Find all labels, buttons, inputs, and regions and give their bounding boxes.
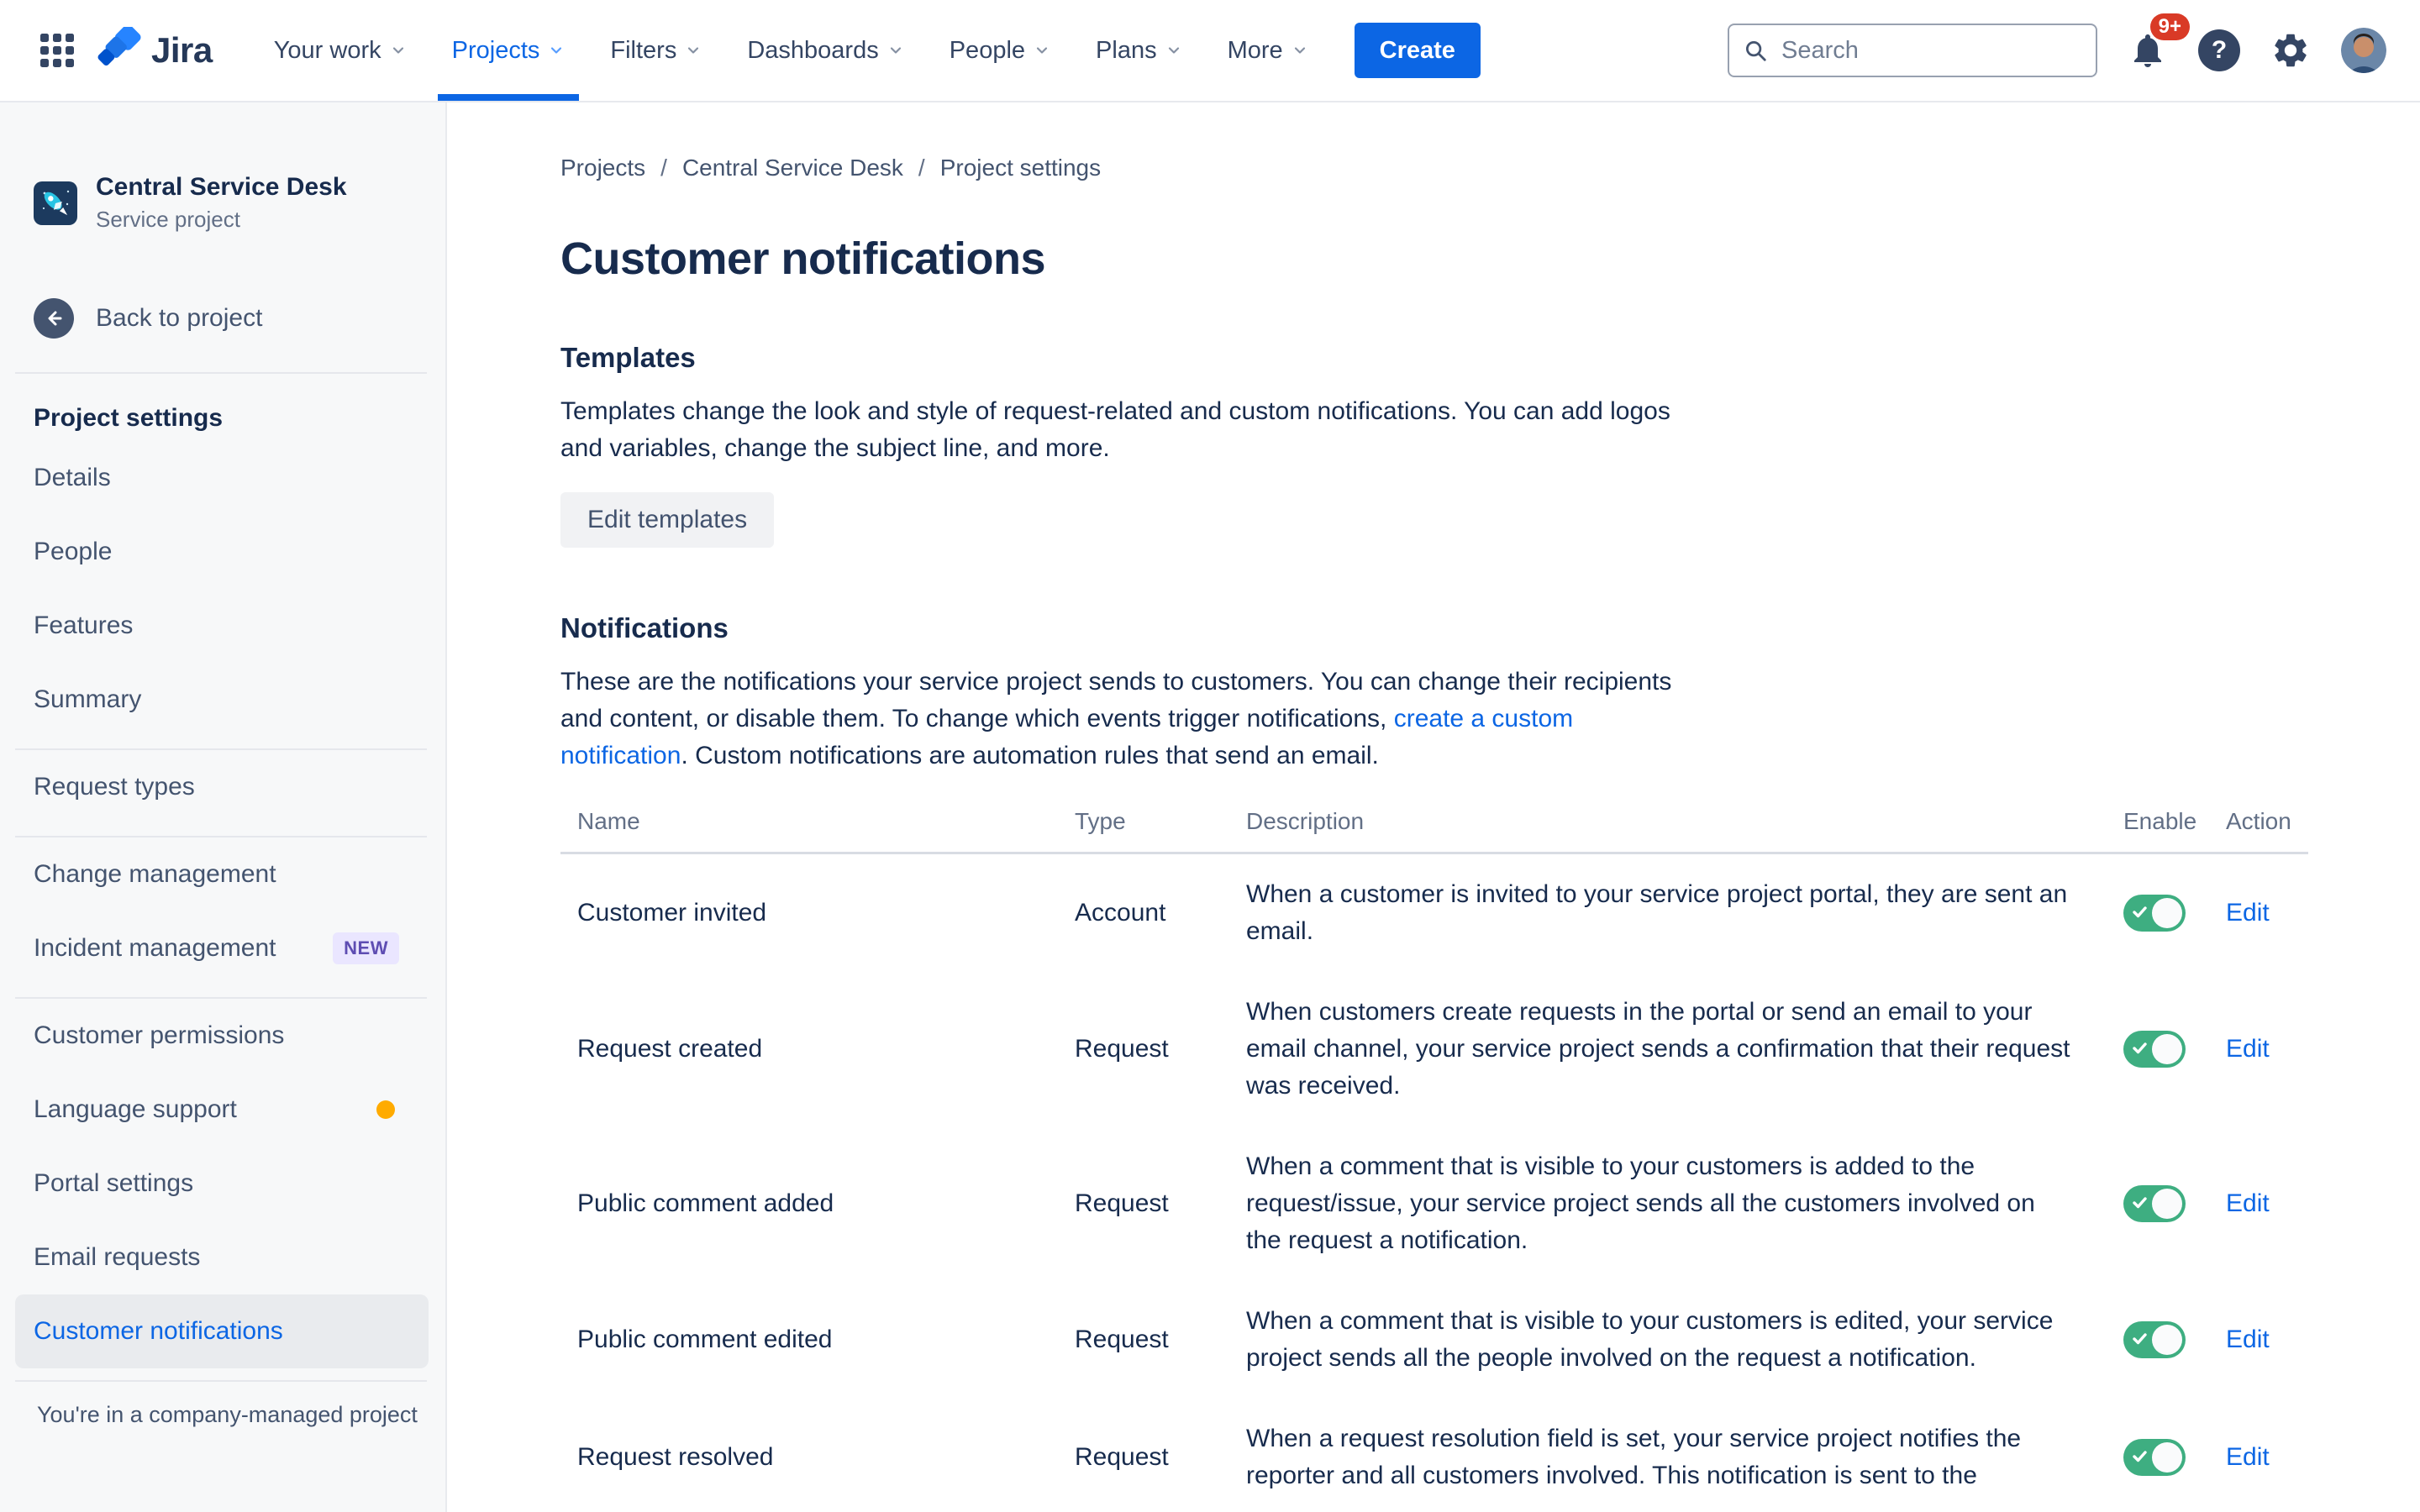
edit-link[interactable]: Edit: [2226, 1443, 2270, 1471]
notification-description: When a request resolution field is set, your service project notifies the reporter and all customers involved. This notification is sent to the: [1246, 1425, 2022, 1489]
table-row: [560, 1281, 2308, 1399]
jira-mark-icon: [96, 27, 143, 74]
nav-filters[interactable]: Filters: [587, 0, 724, 101]
nav-people[interactable]: People: [927, 0, 1073, 101]
arrow-left-icon: [34, 298, 74, 339]
column-header-enable: Enable: [2123, 808, 2197, 834]
gear-icon: [2270, 30, 2311, 71]
project-rocket-icon: [34, 181, 77, 225]
sidebar-item-language-support[interactable]: Language support: [0, 1073, 445, 1147]
column-header-name: Name: [577, 808, 640, 834]
sidebar-item-portal-settings[interactable]: Portal settings: [34, 1169, 194, 1197]
project-settings-sidebar: [0, 102, 447, 1512]
notification-count-badge: 9+: [2150, 13, 2190, 40]
toggle-knob: [2152, 1189, 2182, 1219]
main-content: [449, 102, 2420, 1512]
sidebar-group-management: [0, 837, 445, 985]
user-avatar[interactable]: [2341, 28, 2386, 73]
sidebar-item-customer-permissions[interactable]: Customer permissions: [34, 1021, 285, 1049]
project-name: Central Service Desk: [96, 173, 347, 201]
chevron-down-icon: [1034, 42, 1050, 59]
sidebar-item-details[interactable]: Details: [34, 464, 111, 491]
question-mark-icon: ?: [2198, 29, 2240, 71]
toggle-knob: [2152, 1034, 2182, 1064]
edit-link[interactable]: Edit: [2226, 899, 2270, 927]
chevron-down-icon: [390, 42, 407, 59]
sidebar-item-email-requests[interactable]: Email requests: [34, 1243, 201, 1271]
sidebar-section-title: Project settings: [34, 404, 224, 432]
back-to-project-label: Back to project: [96, 304, 263, 332]
nav-projects[interactable]: Projects: [429, 0, 588, 101]
divider: [15, 372, 427, 374]
back-to-project[interactable]: [34, 298, 445, 339]
enable-toggle[interactable]: [2123, 1439, 2186, 1476]
breadcrumb-separator: /: [660, 155, 667, 181]
edit-link[interactable]: Edit: [2226, 1326, 2270, 1353]
create-custom-notification-link[interactable]: create a custom notification: [560, 705, 1574, 769]
page-title: Customer notifications: [560, 234, 1046, 284]
templates-heading: Templates: [560, 342, 696, 373]
jira-logo[interactable]: [96, 27, 213, 74]
search-box: [1728, 24, 2097, 77]
sidebar-item-features[interactable]: Features: [34, 612, 134, 639]
table-header: [560, 808, 2308, 854]
chevron-down-icon: [1292, 42, 1308, 59]
project-header: [34, 173, 445, 233]
grid-icon: [39, 32, 76, 69]
notification-name: Request resolved: [577, 1443, 774, 1471]
toggle-knob: [2152, 898, 2182, 928]
sidebar-group-general: [0, 441, 445, 737]
enable-toggle[interactable]: [2123, 1321, 2186, 1358]
jira-wordmark: Jira: [151, 30, 213, 70]
top-navbar: [0, 0, 2420, 102]
breadcrumb-projects[interactable]: Projects: [560, 155, 646, 181]
notification-description: When a comment that is visible to your customers is added to the request/issue, your service project sends all the customers involved on the request a notification.: [1246, 1152, 2035, 1254]
app-switcher-icon[interactable]: [34, 27, 81, 74]
sidebar-item-summary[interactable]: Summary: [34, 685, 142, 713]
edit-link[interactable]: Edit: [2226, 1189, 2270, 1217]
notification-name: Public comment added: [577, 1189, 834, 1217]
divider: [15, 1380, 427, 1382]
status-dot: [376, 1100, 395, 1119]
project-type: Service project: [96, 207, 240, 232]
notification-type: Request: [1075, 1443, 1169, 1471]
nav-more[interactable]: More: [1205, 0, 1331, 101]
notification-description: When a customer is invited to your service project portal, they are sent an email.: [1246, 880, 2068, 945]
notification-type: Request: [1075, 1189, 1169, 1217]
enable-toggle[interactable]: [2123, 1185, 2186, 1222]
breadcrumb-project[interactable]: Central Service Desk: [681, 155, 903, 181]
notifications-description: These are the notifications your service project sends to customers. You can change their recipients and content, or disable them. To change which events trigger notifications, create a custom notification. Custom notifications are automation rules that send an email.: [560, 668, 1672, 769]
new-badge: NEW: [333, 932, 399, 964]
notifications-table: [560, 808, 2308, 1512]
table-row: [560, 854, 2308, 972]
sidebar-item-incident-management[interactable]: Incident management NEW: [0, 911, 445, 985]
breadcrumb-separator: /: [918, 155, 925, 181]
edit-link[interactable]: Edit: [2226, 1035, 2270, 1063]
enable-toggle[interactable]: [2123, 1031, 2186, 1068]
navbar-right-cluster: [1728, 15, 2386, 77]
column-header-description: Description: [1246, 808, 1365, 834]
toggle-knob: [2152, 1442, 2182, 1473]
sidebar-group-customer: [0, 999, 445, 1368]
enable-toggle[interactable]: [2123, 895, 2186, 932]
breadcrumb-project-settings[interactable]: Project settings: [939, 155, 1102, 181]
avatar-photo: [2341, 28, 2386, 73]
table-row: [560, 972, 2308, 1126]
chevron-down-icon: [1165, 42, 1182, 59]
search-input[interactable]: [1728, 24, 2097, 77]
notification-type: Account: [1075, 899, 1166, 927]
sidebar-item-request-types[interactable]: Request types: [34, 773, 195, 801]
table-row: [560, 1126, 2308, 1281]
create-button[interactable]: Create: [1355, 23, 1481, 78]
sidebar-item-customer-notifications[interactable]: Customer notifications: [15, 1294, 429, 1368]
chevron-down-icon: [887, 42, 904, 59]
column-header-type: Type: [1075, 808, 1126, 834]
sidebar-group-requests: [0, 750, 445, 824]
notification-type: Request: [1075, 1326, 1169, 1353]
notification-name: Request created: [577, 1035, 763, 1063]
edit-templates-button[interactable]: Edit templates: [560, 492, 774, 548]
notification-name: Public comment edited: [577, 1326, 833, 1353]
sidebar-item-change-management[interactable]: Change management: [34, 860, 276, 888]
breadcrumb: [560, 155, 2307, 181]
templates-description: Templates change the look and style of request-related and custom notifications. You can add logos and variables, change the subject line, and more.: [560, 397, 1670, 462]
notification-description: When a comment that is visible to your customers is edited, your service project sends all the people involved on the request a notification.: [1246, 1307, 2054, 1372]
sidebar-item-people[interactable]: People: [34, 538, 113, 565]
nav-plans[interactable]: Plans: [1073, 0, 1205, 101]
sidebar-footer-note: You're in a company-managed project: [37, 1402, 418, 1427]
column-header-action: Action: [2226, 808, 2291, 834]
table-row: [560, 1399, 2308, 1512]
help-icon[interactable]: [2198, 29, 2240, 71]
settings-gear-icon[interactable]: [2270, 30, 2311, 71]
notifications-bell-icon[interactable]: [2128, 15, 2181, 71]
notification-description: When customers create requests in the portal or send an email to your email channel, your service project sends a confirmation that their request was received.: [1246, 998, 2070, 1100]
chevron-down-icon: [685, 42, 702, 59]
notification-name: Customer invited: [577, 899, 767, 927]
nav-dashboards[interactable]: Dashboards: [724, 0, 926, 101]
nav-your-work[interactable]: Your work: [251, 0, 429, 101]
toggle-knob: [2152, 1325, 2182, 1355]
chevron-down-icon: [548, 42, 565, 59]
search-icon: [1743, 38, 1768, 63]
primary-nav: [251, 0, 1331, 101]
notification-type: Request: [1075, 1035, 1169, 1063]
notifications-heading: Notifications: [560, 612, 729, 643]
